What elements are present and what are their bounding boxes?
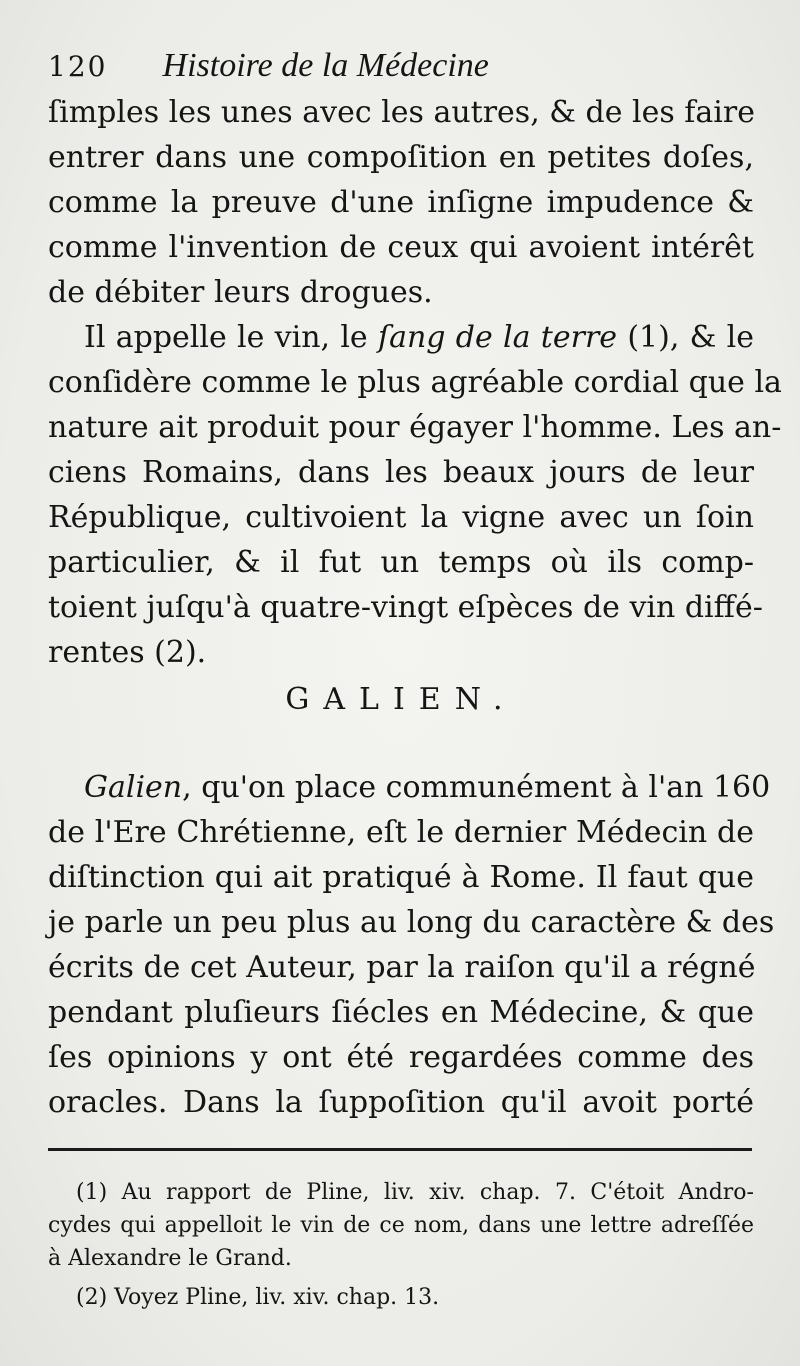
text-line: ciens Romains, dans les beaux jours de leur	[48, 455, 754, 490]
footnote-line: (2) Voyez Pline, liv. xiv. chap. 13.	[76, 1285, 440, 1310]
text-run: (1), & le	[617, 320, 754, 355]
page-header	[48, 44, 489, 88]
text-run: , qu'on place communément à l'an 160	[182, 770, 771, 805]
text-line: particulier, & il fut un temps où ils comp-	[48, 545, 754, 580]
text-line: diſtinction qui ait pratiqué à Rome. Il faut que	[48, 860, 754, 895]
text-line: oracles. Dans la ſuppoſition qu'il avoit porté	[48, 1085, 754, 1120]
footnotes	[48, 1176, 754, 1314]
text-line: pendant pluſieurs ſiécles en Médecine, & que	[48, 995, 754, 1030]
section-heading: GALIEN.	[285, 682, 517, 717]
main-text	[48, 90, 782, 1125]
text-line	[48, 315, 754, 360]
text-line: République, cultivoient la vigne avec un ſoin	[48, 500, 754, 535]
italic-name: Galien	[84, 770, 183, 805]
text-line: rentes (2).	[48, 635, 207, 670]
text-line: comme la preuve d'une inſigne impudence &	[48, 185, 754, 220]
text-run: Il appelle le vin, le	[84, 320, 378, 355]
running-title: Histoire de la Médecine	[162, 47, 489, 84]
text-line: écrits de cet Auteur, par la raiſon qu'il a régné	[48, 950, 756, 985]
text-line: ſimples les unes avec les autres, & de les faire	[48, 95, 755, 130]
text-line: nature ait produit pour égayer l'homme. Les an-	[48, 410, 782, 445]
text-line: entrer dans une compoſition en petites doſes,	[48, 140, 754, 175]
footnote-divider	[48, 1148, 752, 1151]
text-line: toient juſqu'à quatre-vingt eſpèces de vin diffé-	[48, 590, 763, 625]
text-line	[48, 765, 771, 810]
italic-phrase: ſang de la terre	[377, 320, 618, 355]
footnote-line: à Alexandre le Grand.	[48, 1246, 292, 1271]
text-line: ſes opinions y ont été regardées comme des	[48, 1040, 754, 1075]
text-line: comme l'invention de ceux qui avoient intérêt	[48, 230, 754, 265]
text-line: conſidère comme le plus agréable cordial que la	[48, 365, 782, 400]
text-line: je parle un peu plus au long du caractère & des	[48, 905, 775, 940]
footnote-line: cydes qui appelloit le vin de ce nom, dans une lettre adreſſée	[48, 1213, 754, 1238]
text-line: de l'Ere Chrétienne, eſt le dernier Médecin de	[48, 815, 754, 850]
text-line: de débiter leurs drogues.	[48, 275, 433, 310]
page-number: 120	[48, 50, 108, 83]
footnote-line: (1) Au rapport de Pline, liv. xiv. chap. 7. C'étoit Andro-	[76, 1180, 754, 1205]
